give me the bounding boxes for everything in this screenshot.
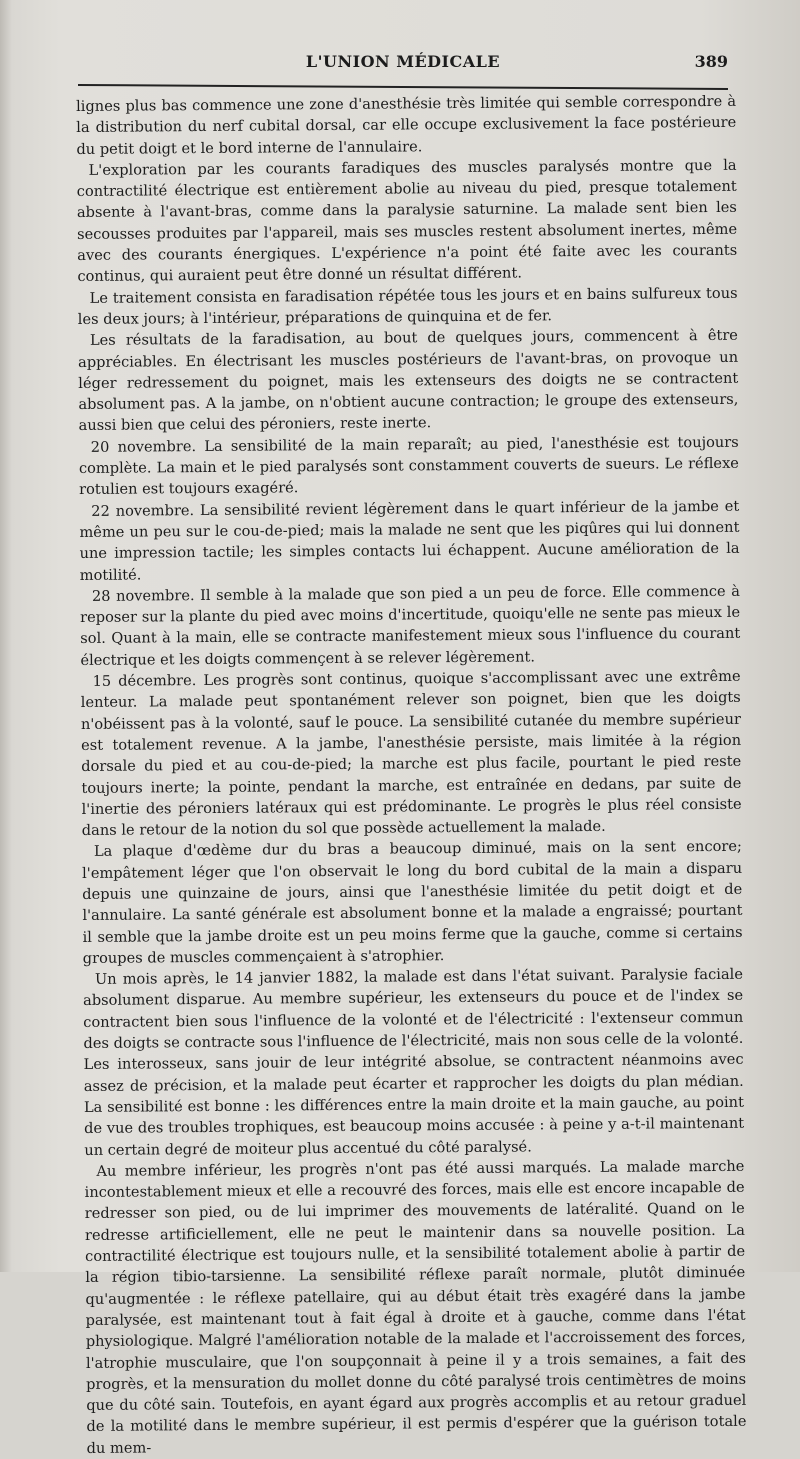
paragraph: La plaque d'œdème dur du bras a beaucoup diminué, mais on la sent encore; l'empâtement léger que l'on observait le long du bord cubital de la main a disparu depuis une quinzaine de jours, ainsi que l'anesthésie limitée du petit doigt et de l'annulaire. La santé générale est absolument bonne et la malade a engraissé; pourtant il semble que la jambe droite est un peu moins ferme que la gauche, comme si certains groupes de muscles commençaient à s'atrophier. (82, 838, 743, 967)
paragraph: 15 décembre. Les progrès sont continus, quoique s'accomplissant avec une extrême lenteur. La malade peut spontanément relever son poignet, bien que les doigts n'obéissent pas à la volonté, sauf le pouce. La sensibilité cutanée du membre supérieur est totalement revenue. A la jambe, l'anesthésie persiste, mais limitée à la région dorsale du pied et au cou-de-pied; la marche est plus facile, pourtant le pied reste toujours inerte; la pointe, pendant la marche, est entraînée en dedans, par suite de l'inertie des péroniers latéraux qui est prédominante. Le progrès le plus réel consiste dans le retour de la notion du sol que possède actuellement la malade. (80, 667, 742, 840)
paragraph: lignes plus bas commence une zone d'anesthésie très limitée qui semble correspondre à la distribution du nerf cubital dorsal, car elle occupe exclusivement la face postérieure du petit doigt et le bord interne de l'annulaire. (76, 92, 737, 158)
body-text (76, 91, 747, 1459)
running-title: L'UNION MÉDICALE (305, 52, 501, 71)
paragraph: Les résultats de la faradisation, au bout de quelques jours, commencent à être appréciables. En électrisant les muscles postérieurs de l'avant-bras, on provoque un léger redressement du poignet, mais les extenseurs des doigts ne se contractent absolument pas. A la jambe, on n'obtient aucune contraction; le groupe des extenseurs, aussi bien que celui des péroniers, reste inerte. (78, 327, 739, 435)
paragraph: 22 novembre. La sensibilité revient légèrement dans le quart inférieur de la jambe et même un peu sur le cou-de-pied; mais la malade ne sent que les piqûres qui lui donnent une impression tactile; les simples contacts lui échappent. Aucune amélioration de la motilité. (79, 497, 740, 584)
paragraph: 28 novembre. Il semble à la malade que son pied a un peu de force. Elle commence à reposer sur la plante du pied avec moins d'incertitude, quoiqu'elle ne sente pas mieux le sol. Quant à la main, elle se contracte manifestement mieux sous l'influence du courant électrique et les doigts commençent à se relever légèrement. (80, 582, 741, 669)
paragraph: Un mois après, le 14 janvier 1882, la malade est dans l'état suivant. Paralysie faciale absolument disparue. Au membre supérieur, les extenseurs du pouce et de l'index se contractent bien sous l'influence de la volonté et de l'électricité : l'extenseur commun des doigts se contracte sous l'influence de l'électricité, mais non sous celle de la volonté. Les interosseux, sans jouir de leur intégrité absolue, se contractent néanmoins avec assez de précision, et la malade peut écarter et rapprocher les doigts du plan médian. La sensibilité est bonne : les différences entre la main droite et la main gauche, au point de vue des troubles trophiques, est beaucoup moins accusée : à peine y a-t-il maintenant un certain degré de moiteur plus accentué du côté paralysé. (83, 965, 745, 1159)
page-header (78, 52, 728, 76)
paragraph: Le traitement consista en faradisation répétée tous les jours et en bains sulfureux tous les deux jours; à l'intérieur, préparations de quinquina et de fer. (77, 284, 738, 328)
paragraph: Au membre inférieur, les progrès n'ont pas été aussi marqués. La malade marche incontestablement mieux et elle a recouvré des forces, mais elle est encore incapable de redresser son pied, ou de lui imprimer des mouvements de latéralité. Quand on le redresse artificiellement, elle ne peut le maintenir dans sa nouvelle position. La contractilité électrique est toujours nulle, et la sensibilité totalement abolie à partir de la région tibio-tarsienne. La sensibilité réflexe paraît normale, plutôt diminuée qu'augmentée : le réflexe patellaire, qui au début était très exagéré dans la jambe paralysée, est maintenant tout à fait égal à droite et à gauche, comme dans l'état physiologique. Malgré l'amélioration notable de la malade et l'accroissement des forces, l'atrophie musculaire, que l'on soupçonnait à peine il y a trois semaines, a fait des progrès, et la mensuration du mollet donne du côté paralysé trois centimètres de moins que du côté sain. Toutefois, en ayant égard aux progrès accomplis et au retour graduel de la motilité dans le membre supérieur, il est permis d'espérer que la guérison totale du mem- (84, 1157, 747, 1457)
page-number: 389 (694, 52, 728, 71)
header-rule (78, 84, 728, 90)
paragraph: 20 novembre. La sensibilité de la main reparaît; au pied, l'anesthésie est toujours complète. La main et le pied paralysés sont constamment couverts de sueurs. Le réflexe rotulien est toujours exagéré. (78, 433, 739, 499)
paragraph: L'exploration par les courants faradiques des muscles paralysés montre que la contractilité électrique est entièrement abolie au niveau du pied, presque totalement absente à l'avant-bras, comme dans la paralysie saturnine. La malade sent bien les secousses produites par l'appareil, mais ses muscles restent absolument inertes, même avec des courants énergiques. L'expérience n'a point été faite avec les courants continus, qui auraient peut être donné un résultat différent. (76, 156, 738, 286)
